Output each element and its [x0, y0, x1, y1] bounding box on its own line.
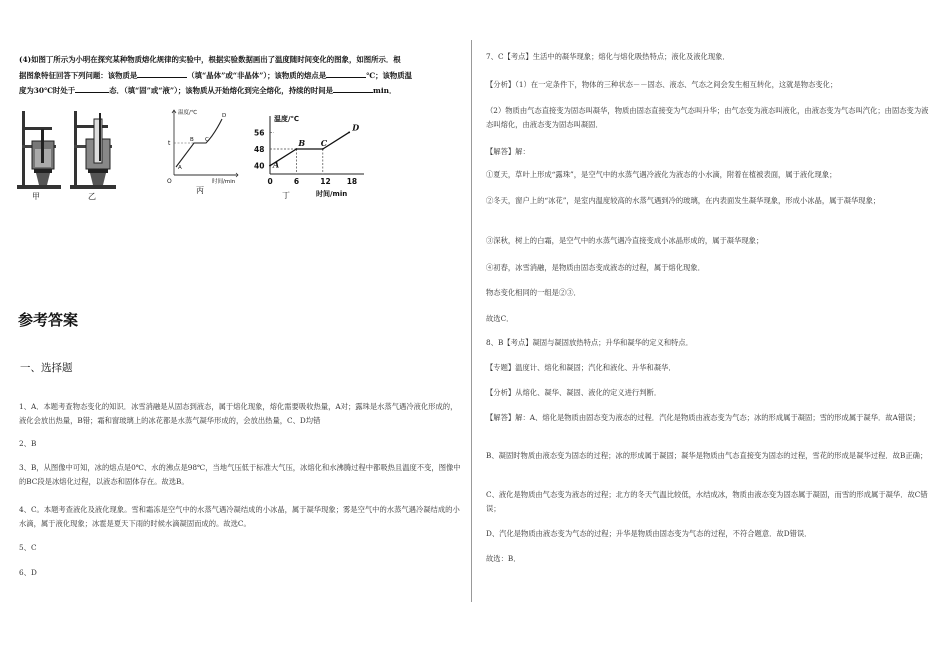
- question-4-line-1: (4)如图丁所示为小明在探究某种物质熔化规律的实验中，根据实验数据画出了温度随时间变化的图象，如图所示．根: [19, 55, 401, 64]
- figure-label-jia: 甲: [32, 192, 40, 201]
- answer-8-head: 8、B【考点】凝固与凝固放热特点；升华和凝华的定义和特点．: [486, 338, 694, 347]
- question-4-line-3: 度为30℃时处于 态．（填“固”或“液”）；该物质从开始熔化到完全熔化，持续的时间是 min．: [19, 83, 461, 99]
- apparatus-yi: [70, 111, 116, 201]
- ding-point-c: [322, 148, 324, 150]
- graph-ding: [252, 112, 372, 204]
- answer-8-option-b: B、凝固时物质由液态变为固态的过程；冰的形成属于凝固；凝华是物质由气态直接变为固态的过程，雪花的形成是凝华过程．故B正确；: [486, 451, 928, 460]
- ding-point-label-b: B: [298, 138, 306, 148]
- bing-ylabel: 温度/℃: [178, 110, 198, 116]
- apparatus-figure: [14, 105, 126, 201]
- answer-7-case-2: ②冬天，窗户上的“冰花”，是室内温度较高的水蒸气遇到冷的玻璃，在内表面发生凝华现象，形成小冰晶，属于凝华现象；: [486, 196, 881, 205]
- ding-axes: [254, 114, 364, 200]
- figure-label-yi: 乙: [88, 192, 96, 201]
- ding-x-tick-6: 6: [293, 177, 300, 186]
- answer-7-head: 7、C【考点】生活中的凝华现象；熔化与熔化吸热特点；液化及液化现象．: [486, 52, 730, 61]
- ding-x-tick-0: 0: [267, 177, 273, 186]
- question-4: [19, 52, 461, 99]
- ding-point-d: [348, 131, 350, 133]
- apparatus-jia: [17, 111, 61, 201]
- figure-label-bing: 丙: [196, 186, 204, 195]
- answer-blank-3[interactable]: [75, 83, 109, 93]
- ding-y-tick-56: 56: [254, 128, 265, 138]
- answer-6: 6、D: [19, 568, 37, 577]
- answer-7-case-1: ①夏天，草叶上形成“露珠”，是空气中的水蒸气遇冷液化为液态的小水滴，附着在植被表面，属于液化现象；: [486, 170, 837, 179]
- ding-x-tick-18: 18: [346, 177, 358, 186]
- answer-8-option-c: C、液化是物质由气态变为液态的过程；北方的冬天气温比较低，水结成冰，物质由液态变为固态属于凝固，而雪的形成属于凝华．故C错误；: [486, 490, 928, 513]
- ding-y-tick-48: 48: [254, 145, 265, 154]
- ding-point-b: [296, 148, 298, 150]
- section-title: 一、选择题: [20, 362, 73, 374]
- answer-7-solution: 【解答】解：: [486, 147, 530, 156]
- answer-blank-4[interactable]: [333, 83, 373, 93]
- figure-label-ding: 丁: [282, 191, 290, 200]
- answer-5: 5、C: [19, 543, 37, 552]
- answer-7-case-4: ④初春，冰雪消融，是物质由固态变成液态的过程，属于熔化现象．: [486, 263, 705, 272]
- ding-point-label-d: D: [352, 122, 360, 133]
- answer-4: 4、C。本题考查液化及液化现象。雪和霜冻是空气中的水蒸气遇冷凝结成的小冰晶，属于凝华现象；雾是空气中的水蒸气遇冷凝结成的小水滴，属于液化现象；冰雹是夏天下雨的时候水滴凝固而成的。故选C。: [19, 505, 460, 528]
- answer-8-option-a: 【解答】解：A、熔化是物质由固态变为液态的过程．汽化是物质由液态变为气态；冰的形成属于凝固；雪的形成属于凝华．故A错误；: [486, 413, 920, 422]
- ding-marks: [269, 122, 359, 169]
- bing-point-c: C: [205, 137, 209, 143]
- ding-xlabel: 时间/min: [316, 190, 348, 198]
- answer-7-case-3: ③深秋，树上的白霜，是空气中的水蒸气遇冷直接变成小冰晶形成的，属于凝华现象；: [486, 236, 764, 245]
- answer-7-analysis: 【分析】（1）在一定条件下，物体的三种状态－－固态、液态、气态之间会发生相互转化，这就是物态变化；: [486, 80, 838, 89]
- bing-t-label: t: [168, 140, 171, 147]
- bing-point-b: B: [190, 137, 194, 143]
- question-4-line-2: 据图象特征回答下列问题：该物质是 （填“晶体”或“非晶体”）；该物质的熔点是 ℃；该物质温: [19, 68, 461, 84]
- answer-8-analysis: 【分析】从熔化、凝华、凝固、液化的定义进行判断．: [486, 388, 662, 397]
- answer-8-topic: 【专题】温度计、熔化和凝固；汽化和液化、升华和凝华．: [486, 363, 676, 372]
- bing-point-d: D: [222, 113, 227, 119]
- ding-y-tick-40: 40: [254, 161, 265, 171]
- column-divider: [471, 40, 472, 602]
- answer-7-analysis-2: （2）物质由气态直接变为固态叫凝华，物质由固态直接变为气态叫升华；由气态变为液态叫液化，由液态变为气态叫汽化；由固态变为液态叫熔化，由液态变为固态叫凝固．: [486, 106, 929, 129]
- bing-point-a: A: [178, 165, 182, 171]
- ding-point-a: [269, 165, 271, 167]
- ding-point-label-c: C: [320, 138, 328, 148]
- answer-8-option-d: D、汽化是物质由液态变为气态的过程；升华是物质由固态变为气态的过程，不符合题意．故D错误．: [486, 529, 812, 538]
- bing-origin: O: [167, 178, 172, 185]
- answer-2: 2、B: [19, 439, 37, 448]
- answer-blank-1[interactable]: [137, 68, 187, 78]
- answers-title: 参考答案: [18, 311, 79, 329]
- answer-7-same-group: 物态变化相同的一组是②③．: [486, 288, 581, 297]
- answer-1: 1、A．本题考查物态变化的知识．冰雪消融是从固态到液态，属于熔化现象，熔化需要吸收热量，A对；露珠是水蒸气遇冷液化形成的，液化会放出热量，B错；霜和窗玻璃上的冰花都是水蒸气凝华形成的，会放出热量，C、D均错: [19, 402, 458, 425]
- ding-point-label-a: A: [273, 159, 280, 170]
- answer-7-choice: 故选C．: [486, 314, 514, 323]
- ding-ylabel: 温度/℃: [274, 115, 300, 123]
- answer-blank-2[interactable]: [326, 68, 366, 78]
- answer-8-choice: 故选：B．: [486, 554, 521, 563]
- bing-xlabel: 时间/min: [212, 179, 236, 185]
- answer-3: 3、B，从图像中可知，冰的熔点是0℃、水的沸点是98℃，当地气压低于标准大气压，冰熔化和水沸腾过程中都吸热且温度不变，图像中的BC段是冰熔化过程，以液态和固体存在。故选B。: [19, 463, 461, 486]
- ding-x-tick-12: 12: [320, 177, 331, 186]
- graph-bing: [166, 105, 242, 195]
